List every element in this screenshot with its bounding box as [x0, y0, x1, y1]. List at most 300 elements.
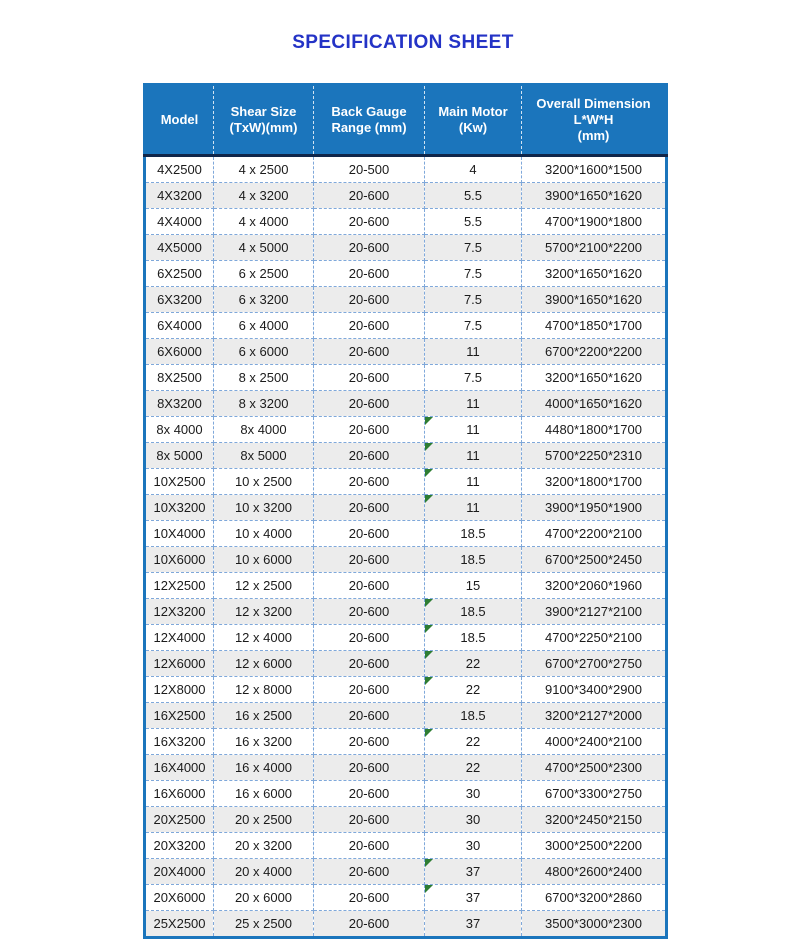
cell-value: 7.5: [463, 370, 483, 385]
cell-value: 10 x 3200: [234, 500, 293, 515]
cell-model: [145, 235, 214, 261]
cell-main_motor: [425, 443, 522, 469]
cell-value: 12X6000: [153, 656, 206, 671]
specification-table: [143, 83, 668, 939]
cell-note-marker-icon: [425, 859, 433, 867]
cell-value: 20 x 2500: [234, 812, 293, 827]
cell-value: 12X3200: [153, 604, 206, 619]
cell-shear_size: [214, 677, 314, 703]
cell-value: 3000*2500*2200: [545, 838, 642, 853]
cell-note-marker-icon: [425, 885, 433, 893]
table-row: [145, 469, 667, 495]
cell-value: 10X3200: [153, 500, 206, 515]
cell-value: 4000*1650*1620: [545, 396, 642, 411]
cell-value: 20-600: [348, 734, 390, 749]
cell-value: 8 x 2500: [238, 370, 289, 385]
cell-value: 18.5: [460, 604, 486, 619]
column-header-line: Shear Size: [230, 104, 297, 119]
cell-main_motor: [425, 287, 522, 313]
column-header-line: Main Motor: [438, 104, 508, 119]
cell-main_motor: [425, 469, 522, 495]
cell-model: [145, 339, 214, 365]
cell-overall_dimension: [522, 443, 667, 469]
cell-value: 20-600: [348, 526, 390, 541]
cell-main_motor: [425, 651, 522, 677]
cell-value: 37: [465, 890, 481, 905]
cell-main_motor: [425, 547, 522, 573]
cell-value: 20X2500: [153, 812, 206, 827]
cell-value: 10 x 6000: [234, 552, 293, 567]
cell-overall_dimension: [522, 156, 667, 183]
cell-value: 12 x 6000: [234, 656, 293, 671]
cell-value: 3900*1650*1620: [545, 188, 642, 203]
cell-value: 16 x 2500: [234, 708, 293, 723]
cell-value: 20-600: [348, 630, 390, 645]
cell-value: 5.5: [463, 188, 483, 203]
cell-model: [145, 729, 214, 755]
cell-back_gauge: [314, 365, 425, 391]
cell-model: [145, 781, 214, 807]
cell-value: 37: [465, 864, 481, 879]
cell-value: 7.5: [463, 240, 483, 255]
cell-value: 7.5: [463, 318, 483, 333]
cell-shear_size: [214, 781, 314, 807]
table-row: [145, 417, 667, 443]
cell-value: 20-600: [348, 552, 390, 567]
cell-value: 20-600: [348, 214, 390, 229]
cell-model: [145, 547, 214, 573]
cell-value: 20-600: [348, 708, 390, 723]
table-row: [145, 781, 667, 807]
cell-value: 12X4000: [153, 630, 206, 645]
cell-main_motor: [425, 573, 522, 599]
cell-back_gauge: [314, 495, 425, 521]
cell-value: 6700*2200*2200: [545, 344, 642, 359]
cell-back_gauge: [314, 625, 425, 651]
table-row: [145, 339, 667, 365]
cell-value: 20-600: [348, 604, 390, 619]
cell-back_gauge: [314, 547, 425, 573]
cell-main_motor: [425, 755, 522, 781]
cell-value: 6 x 3200: [238, 292, 289, 307]
column-header-line: (Kw): [458, 120, 488, 135]
cell-shear_size: [214, 235, 314, 261]
cell-value: 20X4000: [153, 864, 206, 879]
cell-value: 12X2500: [153, 578, 206, 593]
table-row: [145, 807, 667, 833]
cell-value: 8 x 3200: [238, 396, 289, 411]
column-header-line: Range (mm): [331, 120, 407, 135]
cell-value: 12 x 8000: [234, 682, 293, 697]
cell-value: 16 x 4000: [234, 760, 293, 775]
cell-value: 3200*1650*1620: [545, 370, 642, 385]
cell-model: [145, 261, 214, 287]
cell-value: 12 x 4000: [234, 630, 293, 645]
table-row: [145, 287, 667, 313]
cell-shear_size: [214, 417, 314, 443]
cell-overall_dimension: [522, 209, 667, 235]
cell-back_gauge: [314, 183, 425, 209]
cell-overall_dimension: [522, 547, 667, 573]
table-row: [145, 599, 667, 625]
cell-overall_dimension: [522, 417, 667, 443]
cell-value: 16X4000: [153, 760, 206, 775]
cell-overall_dimension: [522, 521, 667, 547]
cell-model: [145, 313, 214, 339]
cell-value: 20-600: [348, 188, 390, 203]
cell-value: 3200*2127*2000: [545, 708, 642, 723]
cell-value: 20-600: [348, 760, 390, 775]
cell-value: 4700*2500*2300: [545, 760, 642, 775]
cell-model: [145, 521, 214, 547]
cell-value: 6700*3200*2860: [545, 890, 642, 905]
cell-value: 8x 4000: [240, 422, 287, 437]
cell-value: 4000*2400*2100: [545, 734, 642, 749]
cell-overall_dimension: [522, 313, 667, 339]
cell-value: 20-600: [348, 682, 390, 697]
cell-value: 4 x 5000: [238, 240, 289, 255]
cell-value: 7.5: [463, 292, 483, 307]
cell-shear_size: [214, 261, 314, 287]
cell-value: 3200*2450*2150: [545, 812, 642, 827]
cell-main_motor: [425, 209, 522, 235]
cell-value: 6X6000: [157, 344, 202, 359]
cell-main_motor: [425, 417, 522, 443]
cell-value: 4X4000: [157, 214, 202, 229]
cell-main_motor: [425, 729, 522, 755]
cell-main_motor: [425, 391, 522, 417]
cell-value: 3200*2060*1960: [545, 578, 642, 593]
cell-back_gauge: [314, 313, 425, 339]
cell-back_gauge: [314, 235, 425, 261]
column-header-line: Model: [160, 112, 199, 127]
cell-value: 4700*1850*1700: [545, 318, 642, 333]
cell-shear_size: [214, 885, 314, 911]
cell-shear_size: [214, 625, 314, 651]
cell-overall_dimension: [522, 755, 667, 781]
table-row: [145, 391, 667, 417]
cell-main_motor: [425, 495, 522, 521]
cell-main_motor: [425, 781, 522, 807]
cell-back_gauge: [314, 833, 425, 859]
table-row: [145, 313, 667, 339]
cell-value: 20-600: [348, 916, 390, 931]
cell-main_motor: [425, 261, 522, 287]
cell-value: 10X4000: [153, 526, 206, 541]
cell-value: 20-600: [348, 838, 390, 853]
cell-value: 6700*2700*2750: [545, 656, 642, 671]
cell-value: 20-600: [348, 786, 390, 801]
cell-back_gauge: [314, 729, 425, 755]
cell-shear_size: [214, 547, 314, 573]
table-row: [145, 833, 667, 859]
cell-main_motor: [425, 703, 522, 729]
cell-model: [145, 755, 214, 781]
cell-back_gauge: [314, 885, 425, 911]
cell-overall_dimension: [522, 573, 667, 599]
column-header-back_gauge: [314, 85, 425, 156]
cell-value: 30: [465, 786, 481, 801]
column-header-main_motor: [425, 85, 522, 156]
column-header-line: Overall Dimension: [536, 96, 651, 111]
table-row: [145, 521, 667, 547]
cell-value: 5700*2100*2200: [545, 240, 642, 255]
cell-back_gauge: [314, 651, 425, 677]
cell-back_gauge: [314, 677, 425, 703]
table-row: [145, 183, 667, 209]
cell-overall_dimension: [522, 729, 667, 755]
cell-value: 6X3200: [157, 292, 202, 307]
table-row: [145, 859, 667, 885]
cell-value: 20-600: [348, 266, 390, 281]
cell-value: 18.5: [460, 630, 486, 645]
cell-value: 20-600: [348, 500, 390, 515]
table-header: [145, 85, 667, 156]
cell-value: 3500*3000*2300: [545, 916, 642, 931]
cell-value: 11: [466, 344, 480, 359]
cell-model: [145, 885, 214, 911]
cell-value: 4700*1900*1800: [545, 214, 642, 229]
table-row: [145, 885, 667, 911]
cell-value: 20-600: [348, 240, 390, 255]
cell-value: 18.5: [460, 708, 486, 723]
cell-value: 16 x 6000: [234, 786, 293, 801]
cell-shear_size: [214, 807, 314, 833]
cell-value: 12X8000: [153, 682, 206, 697]
cell-value: 8X3200: [157, 396, 202, 411]
cell-note-marker-icon: [425, 729, 433, 737]
cell-back_gauge: [314, 156, 425, 183]
cell-overall_dimension: [522, 807, 667, 833]
cell-back_gauge: [314, 417, 425, 443]
cell-value: 16X6000: [153, 786, 206, 801]
column-header-line: (TxW)(mm): [229, 120, 298, 135]
cell-overall_dimension: [522, 287, 667, 313]
cell-value: 20 x 6000: [234, 890, 293, 905]
cell-shear_size: [214, 495, 314, 521]
cell-main_motor: [425, 807, 522, 833]
cell-value: 11: [466, 396, 480, 411]
cell-main_motor: [425, 521, 522, 547]
cell-value: 4X3200: [157, 188, 202, 203]
cell-value: 3200*1600*1500: [545, 162, 642, 177]
cell-value: 4X5000: [157, 240, 202, 255]
cell-model: [145, 495, 214, 521]
cell-value: 18.5: [460, 526, 486, 541]
cell-model: [145, 703, 214, 729]
cell-shear_size: [214, 287, 314, 313]
cell-value: 8x 5000: [156, 448, 203, 463]
cell-value: 4800*2600*2400: [545, 864, 642, 879]
cell-back_gauge: [314, 911, 425, 938]
cell-back_gauge: [314, 521, 425, 547]
cell-value: 20-600: [348, 474, 390, 489]
table-row: [145, 235, 667, 261]
cell-shear_size: [214, 599, 314, 625]
cell-shear_size: [214, 833, 314, 859]
cell-back_gauge: [314, 287, 425, 313]
table-row: [145, 547, 667, 573]
cell-value: 15: [465, 578, 481, 593]
cell-value: 20-600: [348, 422, 390, 437]
table-row: [145, 729, 667, 755]
cell-shear_size: [214, 573, 314, 599]
cell-shear_size: [214, 911, 314, 938]
cell-value: 4 x 2500: [238, 162, 289, 177]
cell-back_gauge: [314, 755, 425, 781]
cell-value: 22: [465, 656, 481, 671]
cell-overall_dimension: [522, 651, 667, 677]
cell-value: 5700*2250*2310: [545, 448, 642, 463]
table-row: [145, 651, 667, 677]
cell-overall_dimension: [522, 859, 667, 885]
cell-note-marker-icon: [425, 495, 433, 503]
table-body: [145, 156, 667, 938]
cell-model: [145, 807, 214, 833]
cell-value: 20-600: [348, 370, 390, 385]
cell-overall_dimension: [522, 677, 667, 703]
cell-overall_dimension: [522, 885, 667, 911]
cell-model: [145, 443, 214, 469]
cell-value: 20-600: [348, 344, 390, 359]
cell-back_gauge: [314, 599, 425, 625]
column-header-line: (mm): [577, 128, 610, 143]
cell-overall_dimension: [522, 339, 667, 365]
cell-overall_dimension: [522, 365, 667, 391]
cell-shear_size: [214, 469, 314, 495]
cell-value: 8x 5000: [240, 448, 287, 463]
cell-value: 6 x 6000: [238, 344, 289, 359]
cell-main_motor: [425, 183, 522, 209]
cell-overall_dimension: [522, 833, 667, 859]
cell-model: [145, 911, 214, 938]
cell-overall_dimension: [522, 183, 667, 209]
cell-value: 4: [469, 162, 477, 177]
cell-shear_size: [214, 156, 314, 183]
cell-shear_size: [214, 391, 314, 417]
cell-value: 4700*2200*2100: [545, 526, 642, 541]
cell-back_gauge: [314, 391, 425, 417]
cell-back_gauge: [314, 807, 425, 833]
cell-main_motor: [425, 365, 522, 391]
page-title: SPECIFICATION SHEET: [292, 32, 514, 53]
cell-value: 6 x 4000: [238, 318, 289, 333]
cell-main_motor: [425, 599, 522, 625]
cell-value: 16X2500: [153, 708, 206, 723]
cell-value: 4X2500: [157, 162, 202, 177]
cell-value: 20-600: [348, 656, 390, 671]
cell-model: [145, 417, 214, 443]
cell-model: [145, 469, 214, 495]
cell-value: 30: [465, 812, 481, 827]
cell-value: 11: [466, 500, 480, 515]
cell-back_gauge: [314, 859, 425, 885]
cell-value: 25X2500: [153, 916, 206, 931]
cell-value: 20-600: [348, 890, 390, 905]
cell-value: 8X2500: [157, 370, 202, 385]
table-row: [145, 261, 667, 287]
cell-value: 20-600: [348, 292, 390, 307]
cell-main_motor: [425, 625, 522, 651]
column-header-line: L*W*H: [573, 112, 614, 127]
cell-back_gauge: [314, 209, 425, 235]
cell-value: 6X4000: [157, 318, 202, 333]
cell-value: 10 x 4000: [234, 526, 293, 541]
cell-overall_dimension: [522, 391, 667, 417]
cell-shear_size: [214, 729, 314, 755]
cell-shear_size: [214, 313, 314, 339]
cell-model: [145, 287, 214, 313]
cell-value: 20-500: [348, 162, 390, 177]
cell-model: [145, 651, 214, 677]
cell-value: 6700*3300*2750: [545, 786, 642, 801]
cell-value: 22: [465, 760, 481, 775]
cell-value: 20-600: [348, 578, 390, 593]
cell-note-marker-icon: [425, 417, 433, 425]
column-header-overall_dimension: [522, 85, 667, 156]
table-row: [145, 625, 667, 651]
cell-model: [145, 833, 214, 859]
cell-back_gauge: [314, 573, 425, 599]
cell-value: 10 x 2500: [234, 474, 293, 489]
cell-value: 25 x 2500: [234, 916, 293, 931]
column-header-line: Back Gauge: [331, 104, 407, 119]
cell-value: 16 x 3200: [234, 734, 293, 749]
cell-value: 3900*1650*1620: [545, 292, 642, 307]
cell-value: 4 x 3200: [238, 188, 289, 203]
table-row: [145, 156, 667, 183]
cell-value: 9100*3400*2900: [545, 682, 642, 697]
cell-overall_dimension: [522, 911, 667, 938]
cell-overall_dimension: [522, 703, 667, 729]
cell-main_motor: [425, 313, 522, 339]
cell-model: [145, 573, 214, 599]
cell-value: 20-600: [348, 318, 390, 333]
cell-value: 20-600: [348, 448, 390, 463]
column-header-model: [145, 85, 214, 156]
cell-value: 22: [465, 682, 481, 697]
cell-shear_size: [214, 703, 314, 729]
cell-value: 18.5: [460, 552, 486, 567]
column-header-shear_size: [214, 85, 314, 156]
cell-shear_size: [214, 859, 314, 885]
table-row: [145, 677, 667, 703]
cell-back_gauge: [314, 261, 425, 287]
table-row: [145, 911, 667, 938]
cell-shear_size: [214, 651, 314, 677]
cell-value: 6700*2500*2450: [545, 552, 642, 567]
cell-value: 20X6000: [153, 890, 206, 905]
cell-note-marker-icon: [425, 651, 433, 659]
table-row: [145, 443, 667, 469]
cell-value: 4480*1800*1700: [545, 422, 642, 437]
cell-value: 6 x 2500: [238, 266, 289, 281]
cell-note-marker-icon: [425, 625, 433, 633]
cell-main_motor: [425, 339, 522, 365]
table-row: [145, 495, 667, 521]
cell-back_gauge: [314, 339, 425, 365]
cell-value: 37: [465, 916, 481, 931]
cell-main_motor: [425, 911, 522, 938]
cell-overall_dimension: [522, 235, 667, 261]
table-row: [145, 209, 667, 235]
cell-model: [145, 156, 214, 183]
cell-shear_size: [214, 209, 314, 235]
table-row: [145, 365, 667, 391]
header-row: [145, 85, 667, 156]
cell-overall_dimension: [522, 781, 667, 807]
cell-main_motor: [425, 677, 522, 703]
